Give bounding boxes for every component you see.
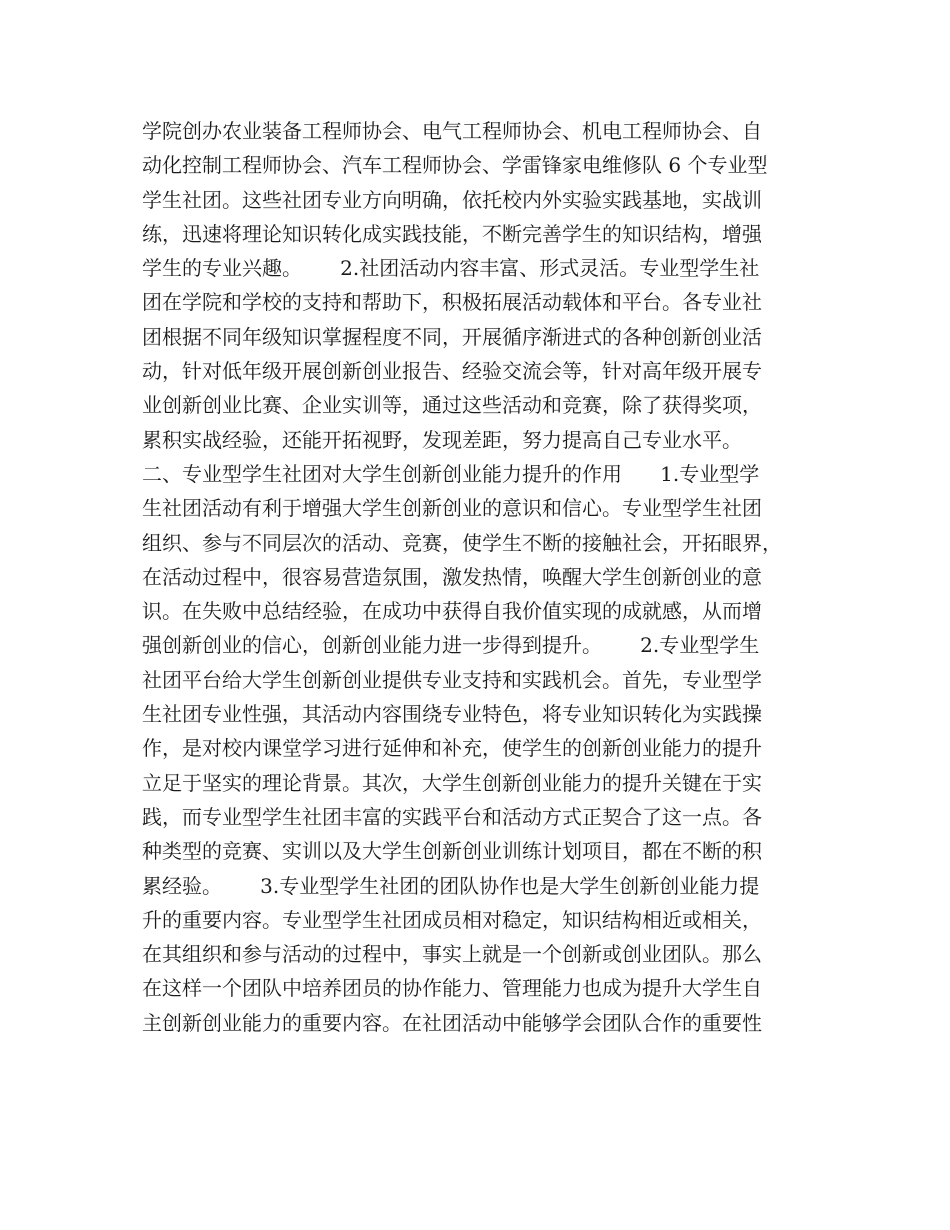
text-line: 作，是对校内课堂学习进行延伸和补充，使学生的创新创业能力的提升: [142, 736, 762, 761]
text-line: 强创新创业的信心，创新创业能力进一步得到提升。 2.专业型学生: [142, 633, 760, 658]
text-line: 动化控制工程师协会、汽车工程师协会、学雷锋家电维修队 6 个专业型: [142, 153, 768, 178]
text-line: 业创新创业比赛、企业实训等，通过这些活动和竞赛，除了获得奖项，: [142, 393, 762, 418]
text-line: 践，而专业型学生社团丰富的实践平台和活动方式正契合了这一点。各: [142, 804, 762, 829]
text-line: 在活动过程中，很容易营造氛围，激发热情，唤醒大学生创新创业的意: [142, 564, 762, 589]
text-line: 组织、参与不同层次的活动、竞赛，使学生不断的接触社会，开拓眼界，: [142, 530, 782, 555]
text-line: 立足于坚实的理论背景。其次，大学生创新创业能力的提升关键在于实: [142, 770, 762, 795]
text-line: 主创新创业能力的重要内容。在社团活动中能够学会团队合作的重要性: [142, 1010, 762, 1035]
text-line: 团根据不同年级知识掌握程度不同，开展循序渐进式的各种创新创业活: [142, 324, 762, 349]
text-line: 在这样一个团队中培养团员的协作能力、管理能力也成为提升大学生自: [142, 976, 762, 1001]
text-line: 练，迅速将理论知识转化成实践技能，不断完善学生的知识结构，增强: [142, 221, 762, 246]
text-line: 学院创办农业装备工程师协会、电气工程师协会、机电工程师协会、自: [142, 119, 762, 143]
text-line: 动，针对低年级开展创新创业报告、经验交流会等，针对高年级开展专: [142, 359, 762, 384]
text-line: 学生社团。这些社团专业方向明确，依托校内外实验实践基地，实战训: [142, 187, 762, 212]
text-line: 累经验。 3.专业型学生社团的团队协作也是大学生创新创业能力提: [142, 873, 760, 898]
text-line: 团在学院和学校的支持和帮助下，积极拓展活动载体和平台。各专业社: [142, 290, 762, 315]
text-line: 生社团活动有利于增强大学生创新创业的意识和信心。专业型学生社团: [142, 496, 762, 521]
section-heading-line: 二、专业型学生社团对大学生创新创业能力提升的作用 1.专业型学: [142, 461, 760, 486]
text-line: 种类型的竞赛、实训以及大学生创新创业训练计划项目，都在不断的积: [142, 839, 762, 864]
text-line: 累积实战经验，还能开拓视野，发现差距，努力提高自己专业水平。: [142, 427, 742, 452]
text-line: 社团平台给大学生创新创业提供专业支持和实践机会。首先，专业型学: [142, 667, 762, 692]
document-body: [142, 114, 832, 1040]
text-line: 生社团专业性强，其活动内容围绕专业特色，将专业知识转化为实践操: [142, 702, 762, 727]
text-line: 识。在失败中总结经验，在成功中获得自我价值实现的成就感，从而增: [142, 599, 762, 624]
text-line: 在其组织和参与活动的过程中，事实上就是一个创新或创业团队。那么: [142, 942, 762, 967]
text-line: 学生的专业兴趣。 2.社团活动内容丰富、形式灵活。专业型学生社: [142, 256, 760, 281]
text-line: 升的重要内容。专业型学生社团成员相对稳定，知识结构相近或相关，: [142, 907, 762, 932]
